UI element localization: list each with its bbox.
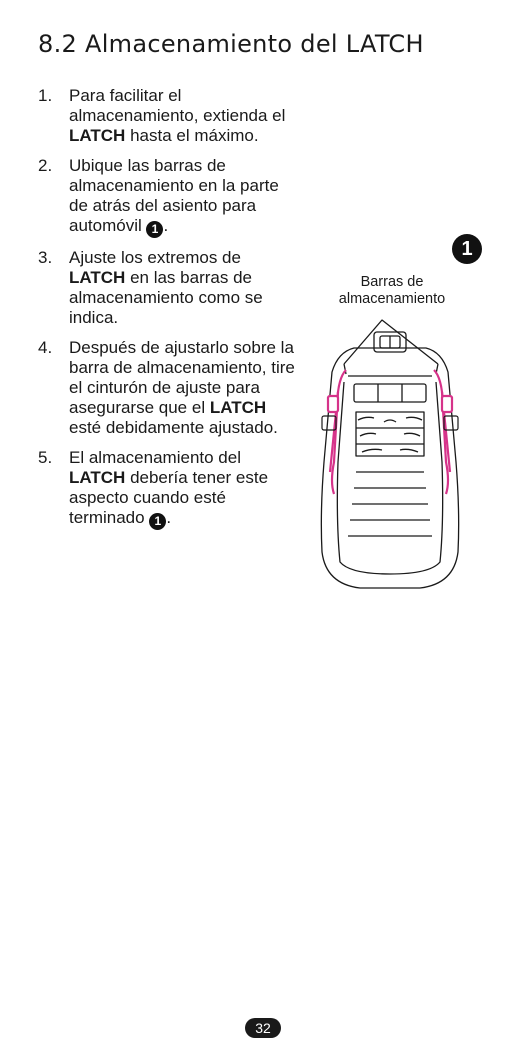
step-text-part: Ajuste los extremos de xyxy=(69,248,241,267)
step-number: 1. xyxy=(38,86,53,105)
step-text-part: . xyxy=(163,216,169,235)
latch-term: LATCH xyxy=(69,468,126,487)
step-text-part: hasta el máximo. xyxy=(125,126,259,145)
step-text-part: El almacenamiento del xyxy=(69,448,241,467)
step-text-part: en las barras de almacenamiento como se indica. xyxy=(69,268,263,327)
step-text-part: Después de ajustarlo sobre la barra de almacenamiento, tire el cinturón de ajuste para asegurarse que el xyxy=(69,338,295,417)
instruction-step xyxy=(38,338,298,438)
figure-reference-badge: 1 xyxy=(149,513,166,530)
figure-number-badge: 1 xyxy=(452,234,482,264)
instruction-step xyxy=(38,86,298,146)
latch-term: LATCH xyxy=(69,126,126,145)
seat-inner-outline xyxy=(337,382,442,574)
step-text-part: Ubique las barras de almacenamiento en la parte de atrás del asiento para automóvil xyxy=(69,156,279,235)
instruction-step xyxy=(38,248,298,328)
step-number: 4. xyxy=(38,338,53,357)
page-number: 32 xyxy=(245,1018,281,1038)
step-text-part: esté debidamente ajustado. xyxy=(69,418,278,437)
step-text-part: . xyxy=(166,508,172,527)
step-text xyxy=(69,248,298,328)
figure-reference-badge: 1 xyxy=(146,221,163,238)
latch-connector-right xyxy=(442,396,452,412)
step-text xyxy=(69,156,298,238)
step-text-part: Para facilitar el almacenamiento, extienda el xyxy=(69,86,286,125)
step-text xyxy=(69,338,298,438)
step-text-part: debería tener este aspecto cuando esté terminado xyxy=(69,468,269,527)
latch-term: LATCH xyxy=(209,398,267,417)
step-text xyxy=(69,448,298,530)
latch-strap-group xyxy=(328,370,452,494)
instruction-step xyxy=(38,448,298,530)
latch-connector-left xyxy=(328,396,338,412)
step-number: 2. xyxy=(38,156,53,175)
instruction-step xyxy=(38,156,298,238)
figure-callout-label: Barras de almacenamiento xyxy=(338,274,446,307)
latch-term: LATCH xyxy=(69,268,126,287)
instruction-list xyxy=(38,86,298,540)
step-number: 5. xyxy=(38,448,53,467)
section-title: 8.2 Almacenamiento del LATCH xyxy=(38,30,424,58)
step-text xyxy=(69,86,298,146)
step-number: 3. xyxy=(38,248,53,267)
car-seat-back-illustration xyxy=(300,312,480,597)
callout-line xyxy=(344,320,438,364)
